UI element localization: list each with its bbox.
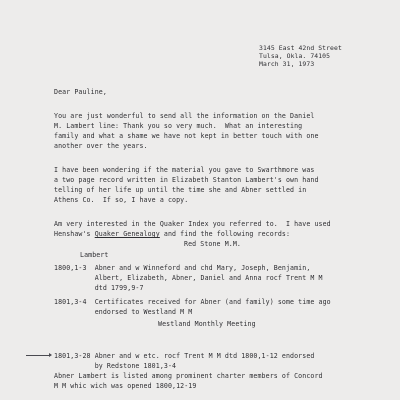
- paragraph-3-text-before: Henshaw's: [54, 230, 95, 238]
- salutation: Dear Pauline,: [54, 88, 107, 96]
- paragraph-1-line-4: another over the years.: [54, 142, 148, 150]
- record-entry: by Redstone 1801,3-4: [54, 362, 177, 370]
- paragraph-3-text-after: and find the following records:: [159, 230, 291, 238]
- paragraph-2-line-2: a two page record written in Elizabeth Stanton Lambert's own hand: [54, 176, 319, 184]
- record-entry: Albert, Elizabeth, Abner, Daniel and Anna rocf Trent M M: [54, 274, 323, 282]
- closing-line-1: Abner Lambert is listed among prominent charter members of Concord: [54, 372, 323, 380]
- paragraph-2-line-3: telling of her life up until the time she and Abner settled in: [54, 186, 307, 194]
- sender-street: 3145 East 42nd Street: [259, 44, 342, 52]
- meeting-heading-red-stone: Red Stone M.M.: [184, 240, 241, 248]
- closing-line-2: M M whic wich was opened 1800,12-19: [54, 382, 197, 390]
- sender-city: Tulsa, Okla. 74105: [259, 52, 331, 60]
- record-entry: 1800,1-3 Abner and w Winneford and chd Mary, Joseph, Benjamin,: [54, 264, 311, 272]
- margin-arrow-mark: [26, 355, 50, 356]
- paragraph-3-line-1: Am very interested in the Quaker Index you referred to. I have used: [54, 220, 331, 228]
- record-entry: dtd 1799,9-7: [54, 284, 144, 292]
- paragraph-3-line-2: [54, 230, 290, 238]
- meeting-heading-westland: Westland Monthly Meeting: [158, 320, 256, 328]
- paragraph-1-line-2: M. Lambert line: Thank you so very much. What an interesting: [54, 122, 303, 130]
- paragraph-2-line-4: Athens Co. If so, I have a copy.: [54, 196, 189, 204]
- paragraph-1-line-3: family and what a shame we have not kept in better touch with one: [54, 132, 319, 140]
- record-entry: 1801,3-4 Certificates received for Abner (and family) some time ago: [54, 298, 331, 306]
- paragraph-2-line-1: I have been wondering if the material you gave to Swarthmore was: [54, 166, 315, 174]
- paragraph-1-line-1: You are just wonderful to send all the information on the Daniel: [54, 112, 315, 120]
- record-entry: 1801,3-28 Abner and w etc. rocf Trent M M dtd 1800,1-12 endorsed: [54, 352, 315, 360]
- record-entry: endorsed to Westland M M: [54, 308, 193, 316]
- letter-date: March 31, 1973: [259, 60, 315, 68]
- surname-heading: Lambert: [80, 251, 109, 259]
- book-title: Quaker Genealogy: [94, 230, 160, 238]
